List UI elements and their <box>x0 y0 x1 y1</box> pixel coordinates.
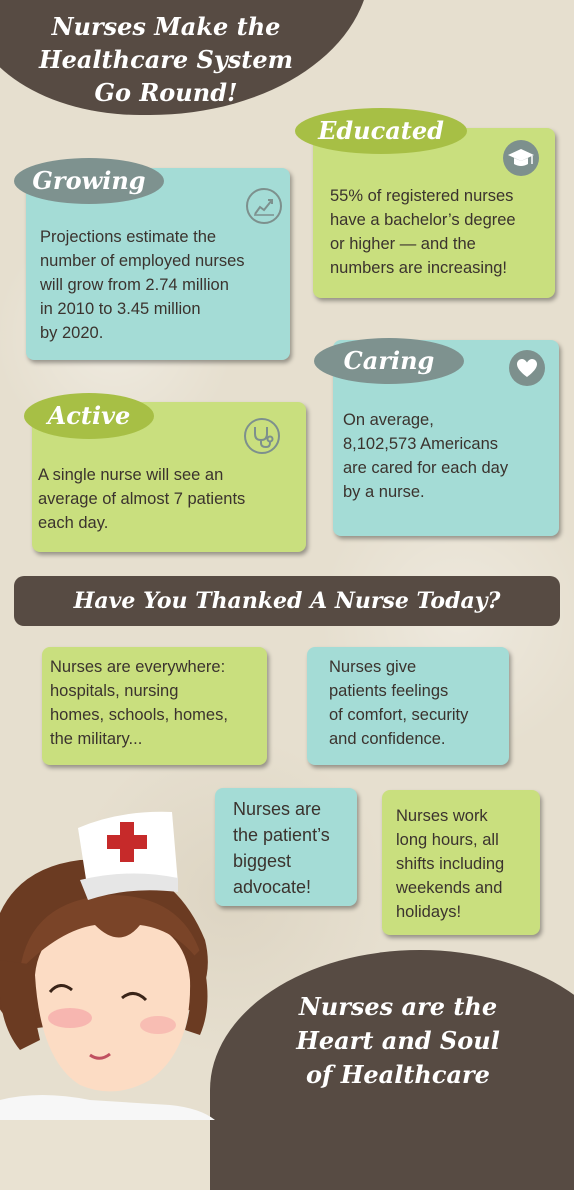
text-line: are cared for each day <box>343 459 509 477</box>
active-text <box>38 463 306 535</box>
educated-card <box>313 128 555 298</box>
educated-heading: Educated <box>295 108 467 154</box>
text-line: Nurses are everywhere: <box>50 658 226 676</box>
graduation-cap-icon <box>503 140 539 176</box>
text-line: average of almost 7 patients <box>38 490 246 508</box>
title-line-1: Nurses Make the <box>51 12 281 41</box>
chart-trend-icon <box>246 188 282 224</box>
text-line: have a bachelor’s degree <box>330 211 516 229</box>
text-line: the military... <box>50 730 143 748</box>
text-line: On average, <box>343 411 434 429</box>
thank-a-nurse-banner <box>14 576 560 626</box>
text-line: shifts including <box>396 855 505 873</box>
text-line: 55% of registered nurses <box>330 187 514 205</box>
stethoscope-icon <box>244 418 280 454</box>
growing-text <box>40 225 290 345</box>
caring-heading: Caring <box>314 338 464 384</box>
heart-icon <box>509 350 545 386</box>
text-line: patients feelings <box>329 682 449 700</box>
text-line: in 2010 to 3.45 million <box>40 300 201 318</box>
text-line: the patient’s <box>233 825 330 845</box>
educated-text <box>330 184 555 280</box>
text-line: Projections estimate the <box>40 228 217 246</box>
text-line: Nurses work <box>396 807 488 825</box>
fact-card-everywhere <box>42 647 267 765</box>
closing-line-2: Heart and Soul <box>296 1026 500 1055</box>
text-line: by 2020. <box>40 324 104 342</box>
closing-text <box>258 990 538 1092</box>
nurse-illustration <box>0 800 250 1120</box>
text-line: numbers are increasing! <box>330 259 508 277</box>
banner-text: Have You Thanked A Nurse Today? <box>73 588 501 614</box>
text-line: weekends and <box>396 879 503 897</box>
text-line: or higher — and the <box>330 235 476 253</box>
text-line: by a nurse. <box>343 483 425 501</box>
fact-text <box>50 655 267 751</box>
fact-card-comfort <box>307 647 509 765</box>
text-line: will grow from 2.74 million <box>40 276 229 294</box>
text-line: Nurses are <box>233 799 322 819</box>
closing-line-1: Nurses are the <box>298 992 498 1021</box>
text-line: 8,102,573 Americans <box>343 435 499 453</box>
text-line: holidays! <box>396 903 462 921</box>
fact-text <box>329 655 509 751</box>
fact-card-long-hours <box>382 790 540 935</box>
caring-text <box>343 408 559 504</box>
page-title <box>16 10 316 109</box>
active-heading: Active <box>24 393 154 439</box>
text-line: and confidence. <box>329 730 446 748</box>
title-line-2: Healthcare System <box>38 45 294 74</box>
text-line: long hours, all <box>396 831 499 849</box>
growing-heading: Growing <box>14 158 164 204</box>
title-line-3: Go Round! <box>94 78 238 107</box>
text-line: of comfort, security <box>329 706 469 724</box>
closing-line-3: of Healthcare <box>306 1060 490 1089</box>
text-line: number of employed nurses <box>40 252 245 270</box>
text-line: homes, schools, homes, <box>50 706 228 724</box>
text-line: hospitals, nursing <box>50 682 179 700</box>
fact-text <box>233 796 357 900</box>
fact-text <box>396 804 540 924</box>
text-line: biggest <box>233 851 292 871</box>
text-line: each day. <box>38 514 109 532</box>
text-line: A single nurse will see an <box>38 466 224 484</box>
text-line: Nurses give <box>329 658 417 676</box>
text-line: advocate! <box>233 877 312 897</box>
